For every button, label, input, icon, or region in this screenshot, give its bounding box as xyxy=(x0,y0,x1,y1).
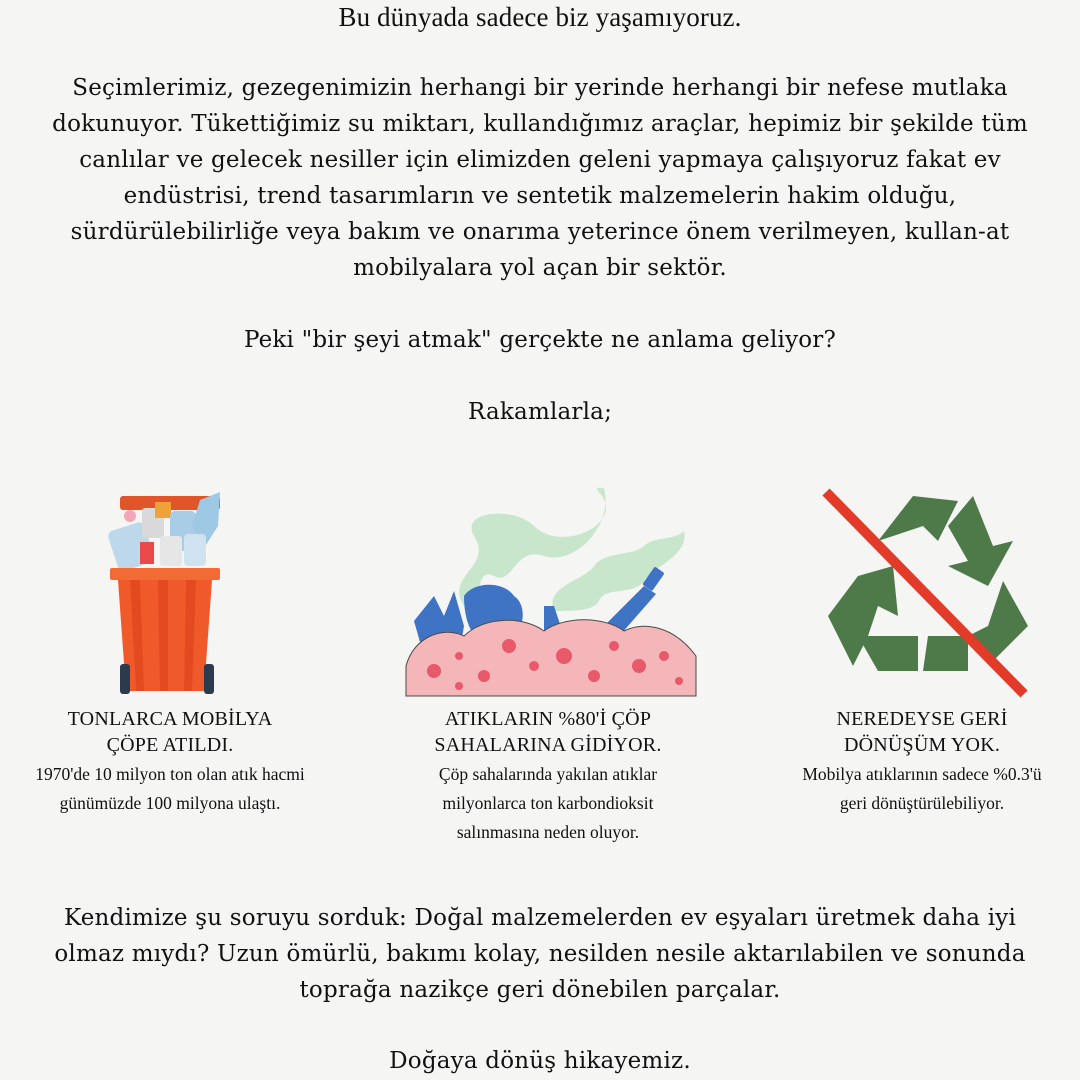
no-recycle-icon xyxy=(818,486,1032,700)
trash-bin-icon xyxy=(100,486,245,696)
stat-title-line: DÖNÜŞÜM YOK. xyxy=(843,734,1001,756)
stat-desc-line: Çöp sahalarında yakılan atıklar xyxy=(438,764,658,784)
stat-desc-line: 1970'de 10 milyon ton olan atık hacmi xyxy=(35,764,305,784)
landfill-icon xyxy=(404,486,700,700)
stat-title xyxy=(752,706,1080,758)
stat-description xyxy=(752,760,1080,818)
story-line: toprağa nazikçe geri dönebilen parçalar. xyxy=(299,977,781,1003)
stat-description xyxy=(0,760,340,818)
stat-title-line: SAHALARINA GİDİYOR. xyxy=(434,734,662,756)
stat-description xyxy=(378,760,718,847)
stat-title-line: ATIKLARIN %80'İ ÇÖP xyxy=(444,708,652,730)
headline: Bu dünyada sadece biz yaşamıyoruz. xyxy=(338,2,742,32)
story-line: Kendimize şu soruyu sorduk: Doğal malzemelerden ev eşyaları üretmek daha iyi xyxy=(63,905,1017,931)
stat-desc-line: milyonlarca ton karbondioksit xyxy=(442,793,654,813)
intro-line: mobilyalara yol açan bir sektör. xyxy=(353,255,727,281)
stat-title xyxy=(0,706,340,758)
story-line: olmaz mıydı? Uzun ömürlü, bakımı kolay, nesilden nesile aktarılabilen ve sonunda xyxy=(54,941,1026,967)
stat-card-furniture-waste xyxy=(0,706,340,818)
intro-line: dokunuyor. Tükettiğimiz su miktarı, kullandığımız araçlar, hepimiz bir şekilde tüm xyxy=(52,111,1028,137)
intro-paragraph xyxy=(0,70,1080,286)
stat-card-recycling xyxy=(752,706,1080,818)
stat-title-line: TONLARCA MOBİLYA xyxy=(67,708,273,730)
stat-title-line: NEREDEYSE GERİ xyxy=(836,708,1008,730)
intro-line: endüstrisi, trend tasarımların ve sentetik malzemelerin hakim olduğu, xyxy=(123,183,957,209)
stat-title xyxy=(378,706,718,758)
intro-line: canlılar ve gelecek nesiller için elimizden geleni yapmaya çalışıyoruz fakat ev xyxy=(79,147,1001,173)
intro-line: Seçimlerimiz, gezegenimizin herhangi bir yerinde herhangi bir nefese mutlaka xyxy=(72,75,1008,101)
stat-title-line: ÇÖPE ATILDI. xyxy=(106,734,234,756)
stat-desc-line: Mobilya atıklarının sadece %0.3'ü xyxy=(802,764,1042,784)
stat-card-landfill xyxy=(378,706,718,847)
intro-line: sürdürülebilirliğe veya bakım ve onarıma yeterince önem verilmeyen, kullan-at xyxy=(70,219,1010,245)
stat-desc-line: salınmasına neden oluyor. xyxy=(456,822,640,842)
story-paragraph xyxy=(0,900,1080,1008)
closing-text: Doğaya dönüş hikayemiz. xyxy=(389,1048,691,1074)
stat-desc-line: geri dönüştürülebiliyor. xyxy=(839,793,1005,813)
question-text: Peki "bir şeyi atmak" gerçekte ne anlama geliyor? xyxy=(243,327,837,353)
numbers-label: Rakamlarla; xyxy=(467,399,613,425)
stat-desc-line: günümüzde 100 milyona ulaştı. xyxy=(59,793,281,813)
